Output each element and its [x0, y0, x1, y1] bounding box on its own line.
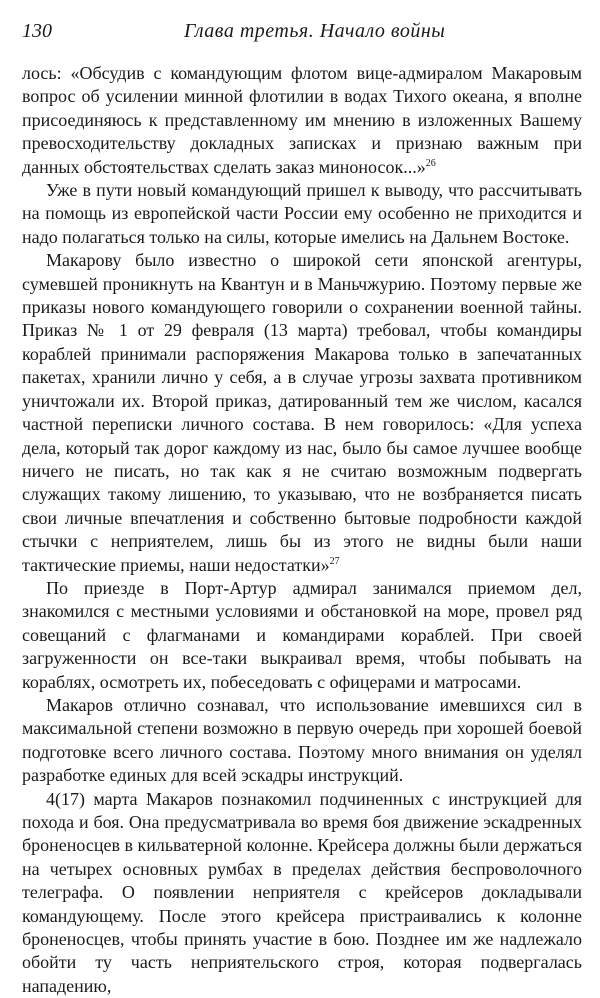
- paragraph-4: [22, 577, 582, 694]
- book-page: [22, 14, 582, 998]
- paragraph-1-text: лось: «Обсудив с командующим флотом вице-адмиралом Макаровым вопрос об усилении минной флотилии в водах Тихого океана, я вполне присоединяюсь к представленному им мнению в изложенных Вашему превосходительству докладных записках и признаю важным при данных обстоятельствах сделать заказ миноносок...»: [22, 63, 582, 177]
- paragraph-2: [22, 179, 582, 249]
- body-text: [22, 62, 582, 998]
- page-number: 130: [22, 20, 52, 42]
- paragraph-6-text: 4(17) марта Макаров познакомил подчиненных с инструкцией для похода и боя. Она предусматривала во время боя движение эскадренных броненосцев в кильватерной колонне. Крейсера должны были держаться на четырех основных румбах в пределах действия беспроволочного телеграфа. О появлении неприятеля с крейсеров докладывали командующему. После этого крейсера пристраивались к колонне броненосцев, чтобы принять участие в бою. Позднее им же надлежало обойти ту часть неприятельского строя, которая подвергалась нападению,: [22, 788, 582, 996]
- paragraph-5-text: Макаров отлично сознавал, что использование имевшихся сил в максимальной степени возможно в первую очередь при хорошей боевой подготовке всего личного состава. Поэтому много внимания он уделял разработке единых для всей эскадры инструкций.: [22, 694, 582, 786]
- paragraph-2-text: Уже в пути новый командующий пришел к выводу, что рассчитывать на помощь из европейской части России ему особенно не приходится и надо полагаться только на силы, которые имелись на Дальнем Востоке.: [22, 180, 582, 247]
- footnote-ref-27: 27: [329, 555, 340, 567]
- paragraph-1: [22, 62, 582, 179]
- footnote-ref-26: 26: [425, 157, 436, 169]
- paragraph-4-text: По приезде в Порт-Артур адмирал занимался приемом дел, знакомился с местными условиями и обстановкой на море, провел ряд совещаний с флагманами и командирами кораблей. При своей загруженности он все-таки выкраивал время, чтобы побывать на кораблях, осмотреть их, побеседовать с офицерами и матросами.: [22, 577, 582, 692]
- page-header: [22, 14, 582, 48]
- paragraph-6: [22, 788, 582, 998]
- running-title: Глава третья. Начало войны: [184, 20, 446, 42]
- paragraph-3: [22, 249, 582, 577]
- paragraph-5: [22, 694, 582, 788]
- paragraph-3-text: Макарову было известно о широкой сети японской агентуры, сумевшей проникнуть на Квантун и в Маньчжурию. Поэтому первые же приказы нового командующего говорили о сохранении военной тайны. Приказ № 1 от 29 февраля (13 марта) требовал, чтобы командиры кораблей принимали распоряжения Макарова только в запечатанных пакетах, хранили лично у себя, а в случае угрозы захвата противником уничтожали их. Второй приказ, датированный тем же числом, касался частной переписки личного состава. В нем говорилось: «Для успеха дела, который так дорог каждому из нас, было бы самое лучшее вообще ничего не писать, но так как я не считаю возможным подвергать служащих такому лишению, то указываю, что не возбраняется писать свои личные впечатления и собственно бытовые подробности каждой стычки с неприятелем, лишь бы из этого не видны были наши тактические приемы, наши недостатки»: [22, 250, 582, 575]
